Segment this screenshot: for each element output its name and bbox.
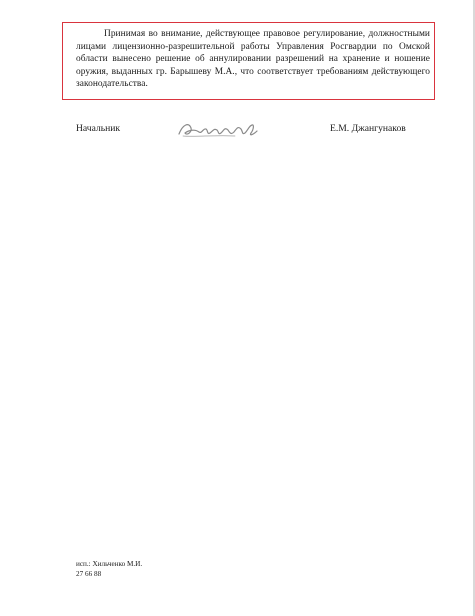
signatory-name: Е.М. Джангунаков — [330, 123, 406, 134]
executor-block — [76, 559, 142, 579]
main-paragraph: Принимая во внимание, действующее правовое регулирование, должностными лицами лицензионно-разрешительной работы Управления Росгвардии по Омской области вынесено решение об аннулировании разрешений на хранение и ношение оружия, выданных гр. Барышеву М.А., что соответствует требованиям действующего законодательства. — [76, 29, 430, 90]
executor-phone: 27 66 88 — [76, 570, 102, 578]
signatory-position: Начальник — [76, 123, 121, 134]
handwritten-signature — [175, 116, 265, 144]
executor-name: исп.: Хильченко М.И. — [76, 560, 143, 568]
